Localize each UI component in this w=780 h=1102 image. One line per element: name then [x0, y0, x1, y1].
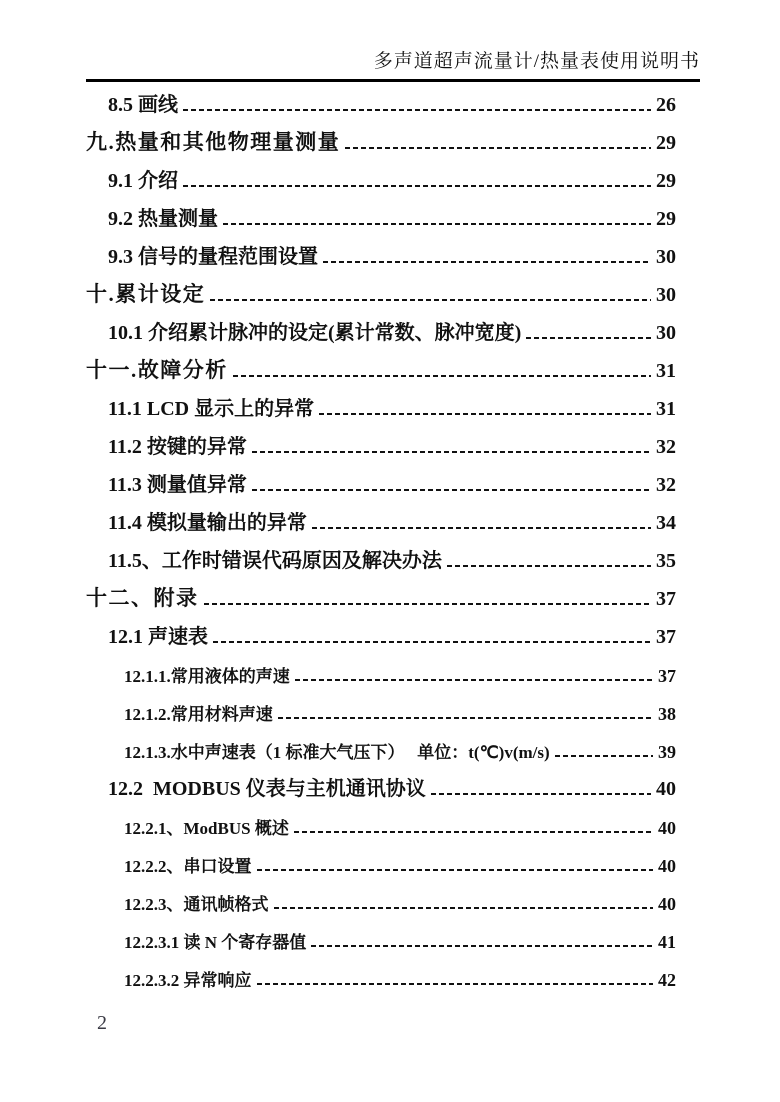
toc-entry-page: 38: [658, 703, 676, 724]
toc-entry[interactable]: [86, 122, 676, 160]
toc-entry[interactable]: [86, 730, 676, 768]
toc-dash-leader: [295, 679, 653, 681]
toc-dash-leader: [526, 337, 651, 339]
toc-dash-leader: [210, 299, 651, 301]
toc-entry-label: 9.2 热量测量: [108, 207, 218, 230]
toc-entry-label: 11.3 测量值异常: [108, 473, 247, 496]
toc-entry-label: 9.3 信号的量程范围设置: [108, 245, 318, 268]
toc-entry-page: 37: [656, 625, 676, 648]
toc-entry[interactable]: [86, 616, 676, 654]
toc-entry-page: 40: [656, 777, 676, 800]
toc-entry[interactable]: [86, 160, 676, 198]
toc-entry-label: 10.1 介绍累计脉冲的设定(累计常数、脉冲宽度): [108, 321, 522, 344]
toc-dash-leader: [204, 603, 652, 605]
toc-entry-page: 39: [658, 741, 676, 762]
page-number: 2: [97, 1012, 107, 1034]
table-of-contents: [86, 84, 676, 996]
toc-entry-label: 12.2.3、通讯帧格式: [124, 894, 269, 914]
toc-entry-page: 42: [658, 969, 676, 990]
toc-entry-label: 12.2 MODBUS 仪表与主机通讯协议: [108, 777, 426, 800]
toc-dash-leader: [555, 755, 653, 757]
document-header-title: 多声道超声流量计/热量表使用说明书: [373, 51, 700, 72]
toc-entry-label: 12.2.2、串口设置: [124, 856, 252, 876]
toc-entry[interactable]: [86, 806, 676, 844]
toc-dash-leader: [183, 109, 651, 111]
toc-dash-leader: [294, 831, 653, 833]
toc-dash-leader: [257, 869, 654, 871]
toc-entry-label: 12.2.3.1 读 N 个寄存器值: [124, 932, 307, 952]
toc-entry-label: 11.2 按键的异常: [108, 435, 247, 458]
toc-entry-label: 九.热量和其他物理量测量: [86, 129, 341, 154]
toc-dash-leader: [223, 223, 651, 225]
toc-entry-page: 30: [656, 283, 676, 306]
toc-entry[interactable]: [86, 844, 676, 882]
toc-entry-label: 十.累计设定: [86, 281, 206, 306]
toc-entry-page: 37: [658, 665, 676, 686]
toc-entry-label: 12.1.1.常用液体的声速: [124, 666, 290, 686]
toc-dash-leader: [233, 375, 651, 377]
toc-entry-label: 12.1 声速表: [108, 625, 208, 648]
toc-dash-leader: [278, 717, 653, 719]
toc-entry-label: 十一.故障分析: [86, 357, 228, 382]
toc-entry-page: 35: [656, 549, 676, 572]
toc-entry-page: 31: [656, 359, 676, 382]
toc-entry[interactable]: [86, 350, 676, 388]
toc-entry[interactable]: [86, 84, 676, 122]
toc-dash-leader: [257, 983, 654, 985]
toc-entry[interactable]: [86, 426, 676, 464]
toc-entry[interactable]: [86, 312, 676, 350]
toc-entry-page: 29: [656, 169, 676, 192]
toc-entry-page: 40: [658, 893, 676, 914]
toc-dash-leader: [252, 489, 651, 491]
toc-entry[interactable]: [86, 578, 676, 616]
toc-entry-label: 12.2.3.2 异常响应: [124, 970, 252, 990]
toc-entry-page: 26: [656, 93, 676, 116]
toc-entry-label: 12.1.2.常用材料声速: [124, 704, 273, 724]
header-rule: [86, 79, 700, 82]
toc-dash-leader: [274, 907, 654, 909]
toc-entry-page: 32: [656, 473, 676, 496]
toc-entry-page: 34: [656, 511, 676, 534]
toc-entry-page: 30: [656, 321, 676, 344]
toc-dash-leader: [319, 413, 651, 415]
toc-entry-label: 9.1 介绍: [108, 169, 178, 192]
toc-entry-page: 29: [656, 131, 676, 154]
toc-entry-page: 37: [656, 587, 676, 610]
toc-dash-leader: [447, 565, 651, 567]
toc-entry-page: 41: [658, 931, 676, 952]
toc-entry-page: 32: [656, 435, 676, 458]
toc-entry-label: 十二、附录: [86, 585, 199, 610]
toc-entry-page: 31: [656, 397, 676, 420]
toc-entry[interactable]: [86, 958, 676, 996]
toc-entry[interactable]: [86, 654, 676, 692]
toc-entry-label: 11.4 模拟量输出的异常: [108, 511, 307, 534]
toc-dash-leader: [345, 147, 651, 149]
toc-entry[interactable]: [86, 236, 676, 274]
toc-entry-page: 30: [656, 245, 676, 268]
toc-dash-leader: [431, 793, 651, 795]
toc-entry[interactable]: [86, 920, 676, 958]
toc-dash-leader: [213, 641, 651, 643]
toc-entry[interactable]: [86, 388, 676, 426]
toc-entry[interactable]: [86, 882, 676, 920]
toc-dash-leader: [311, 945, 653, 947]
toc-entry[interactable]: [86, 274, 676, 312]
toc-entry-page: 29: [656, 207, 676, 230]
toc-entry-label: 11.5、工作时错误代码原因及解决办法: [108, 549, 442, 572]
toc-entry-page: 40: [658, 817, 676, 838]
toc-entry-label: 8.5 画线: [108, 93, 178, 116]
toc-entry[interactable]: [86, 198, 676, 236]
toc-dash-leader: [312, 527, 651, 529]
toc-entry-label: 11.1 LCD 显示上的异常: [108, 397, 315, 420]
toc-entry[interactable]: [86, 540, 676, 578]
toc-entry[interactable]: [86, 768, 676, 806]
toc-entry-label: 12.2.1、ModBUS 概述: [124, 818, 289, 838]
toc-dash-leader: [323, 261, 651, 263]
toc-dash-leader: [252, 451, 651, 453]
toc-entry-label: 12.1.3.水中声速表（1 标准大气压下） 单位：t(℃)v(m/s): [124, 742, 550, 762]
toc-dash-leader: [183, 185, 651, 187]
toc-entry-page: 40: [658, 855, 676, 876]
toc-entry[interactable]: [86, 692, 676, 730]
toc-entry[interactable]: [86, 464, 676, 502]
toc-entry[interactable]: [86, 502, 676, 540]
